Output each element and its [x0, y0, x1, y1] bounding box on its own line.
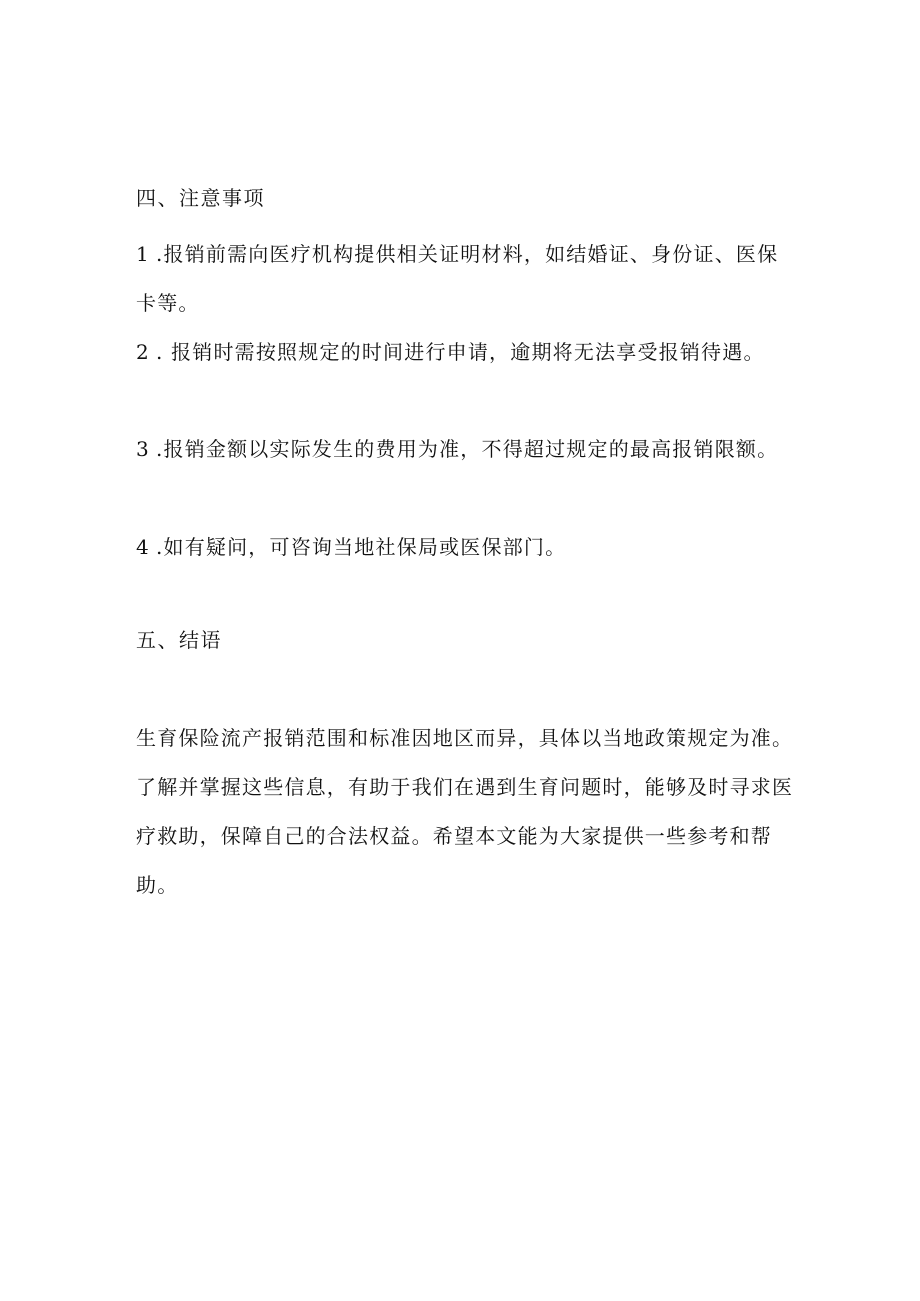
list-item-number: 4 — [136, 535, 150, 559]
list-item — [136, 230, 796, 328]
list-item — [136, 328, 796, 377]
list-item-text: . 报销时需按照规定的时间进行申请，逾期将无法享受报销待遇。 — [155, 340, 765, 364]
conclusion-paragraph: 生育保险流产报销范围和标准因地区而异，具体以当地政策规定为准。了解并掌握这些信息，有助于我们在遇到生育问题时，能够及时寻求医疗救助，保障自己的合法权益。希望本文能为大家提供一些参考和帮助。 — [136, 726, 794, 897]
list-item-text: .如有疑问，可咨询当地社保局或医保部门。 — [155, 535, 567, 559]
list-item-text: .报销前需向医疗机构提供相关证明材料，如结婚证、身份证、医保卡等。 — [136, 242, 779, 315]
list-item-number: 3 — [136, 437, 150, 461]
list-item-text: .报销金额以实际发生的费用为准，不得超过规定的最高报销限额。 — [155, 437, 779, 461]
list-item — [136, 425, 796, 474]
list-item — [136, 523, 796, 572]
section-heading-notes: 四、注意事项 — [136, 186, 265, 210]
section-heading-conclusion: 五、结语 — [136, 628, 222, 652]
list-item-number: 2 — [136, 340, 150, 364]
list-item-number: 1 — [136, 242, 150, 266]
